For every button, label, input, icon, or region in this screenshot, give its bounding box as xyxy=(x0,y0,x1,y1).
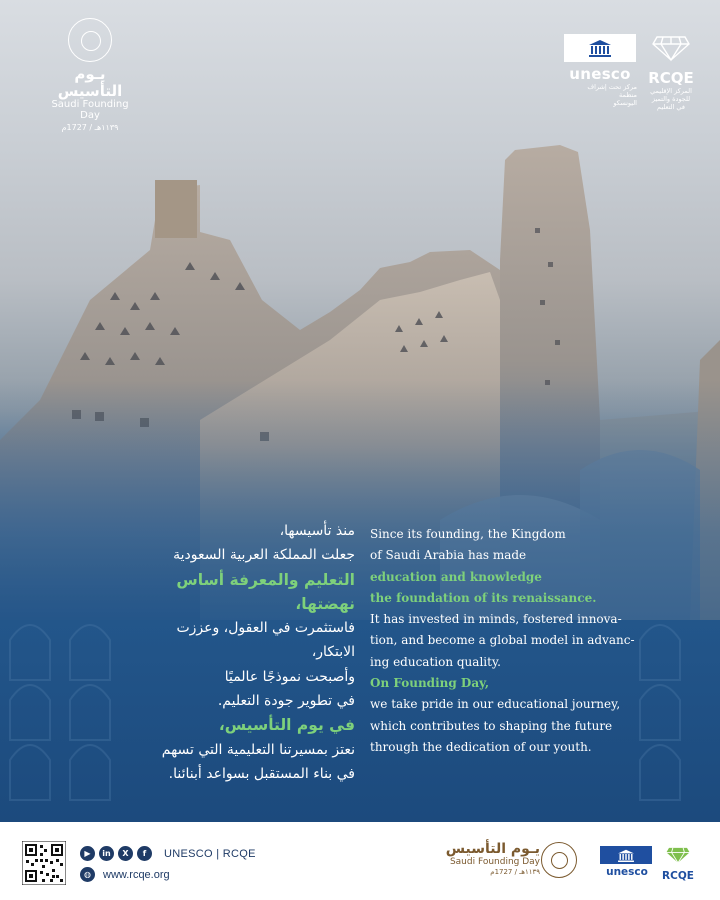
arabic-line-2: جعلت المملكة العربية السعودية xyxy=(173,547,355,564)
unesco-temple-icon xyxy=(564,34,636,62)
website-row xyxy=(80,867,170,882)
founding-day-date-bottom: ١١٣٩هـ / 1727م xyxy=(490,868,540,877)
arabic-line-1: منذ تأسيسها، xyxy=(279,523,355,539)
founding-day-english: Saudi Founding Day xyxy=(51,99,129,121)
rcqe-name: RCQE xyxy=(648,69,694,87)
rcqe-subtitle-2: للجودة والتميز xyxy=(651,95,691,104)
social-row xyxy=(80,846,256,861)
unesco-subtitle-2: منظمة xyxy=(618,91,637,100)
unesco-logo-top xyxy=(563,34,637,107)
unesco-temple-bottom-icon xyxy=(600,846,652,864)
facebook-icon[interactable]: f xyxy=(137,846,152,861)
english-highlight-2: the foundation of its renaissance. xyxy=(370,590,597,605)
founding-day-english-bottom: Saudi Founding Day xyxy=(449,857,540,868)
arabic-message xyxy=(130,519,355,786)
english-line-5: It has invested in minds, fostered innova- xyxy=(370,612,622,627)
english-line-9: we take pride in our educational journey, xyxy=(370,697,621,712)
linkedin-icon[interactable]: in xyxy=(99,846,114,861)
rcqe-logo-bottom xyxy=(660,846,696,882)
english-highlight-1: education and knowledge xyxy=(370,569,542,584)
founding-day-date: ١١٣٩هـ / 1727م xyxy=(61,123,119,132)
qr-code-icon[interactable] xyxy=(22,841,66,885)
globe-icon: ◍ xyxy=(80,867,95,882)
unesco-name-bottom: unesco xyxy=(606,866,648,878)
arabic-line-9: في بناء المستقبل بسواعد أبنائنا. xyxy=(168,765,355,782)
english-highlight-3: On Founding Day, xyxy=(370,676,490,691)
founding-emblem-icon xyxy=(68,18,112,62)
youtube-icon[interactable]: ▶ xyxy=(80,846,95,861)
arabic-line-5: وأصبحت نموذجًا عالميًا xyxy=(224,668,355,685)
x-icon[interactable]: X xyxy=(118,846,133,861)
social-handles: UNESCO | RCQE xyxy=(164,847,256,860)
arabic-highlight-1: التعليم والمعرفة أساس نهضتها، xyxy=(176,570,355,613)
founding-day-logo-top xyxy=(40,18,140,132)
rcqe-logo-top xyxy=(646,34,696,111)
english-line-1: Since its founding, the Kingdom xyxy=(370,527,566,541)
english-line-6: tion, and become a global model in advanc- xyxy=(370,633,635,648)
english-line-2: of Saudi Arabia has made xyxy=(370,548,527,563)
unesco-logo-bottom xyxy=(600,846,654,878)
unesco-subtitle-1: مركز تحت إشراف xyxy=(587,83,637,91)
english-message xyxy=(370,524,640,758)
arabic-line-6: في تطوير جودة التعليم. xyxy=(217,693,355,710)
unesco-subtitle-3: اليونسكو xyxy=(613,99,637,108)
rcqe-name-bottom: RCQE xyxy=(662,870,694,882)
arabic-line-4: فاستثمرت في العقول، وعززت الابتكار، xyxy=(176,620,355,661)
rcqe-diamond-icon xyxy=(651,34,691,62)
founding-day-logo-bottom xyxy=(440,842,540,876)
rcqe-subtitle-3: في التعليم xyxy=(657,103,685,112)
english-line-11: through the dedication of our youth. xyxy=(370,739,592,754)
founding-day-arabic-bottom: يـوم التأسيس xyxy=(445,841,540,857)
founding-day-arabic: يـوم التأسيس xyxy=(57,65,123,100)
english-line-7: ing education quality. xyxy=(370,654,501,669)
arabic-line-8: نعتز بمسيرتنا التعليمية التي تسهم xyxy=(161,741,355,758)
english-line-10: which contributes to shaping the future xyxy=(370,718,613,733)
rcqe-diamond-bottom-icon xyxy=(665,846,691,864)
arabic-highlight-2: في يوم التأسيس، xyxy=(218,716,355,735)
rcqe-subtitle-1: المركز الإقليمي xyxy=(650,87,692,95)
unesco-name: unesco xyxy=(569,65,631,83)
founding-emblem-bottom-icon xyxy=(541,842,577,878)
footer xyxy=(0,822,720,900)
website-link[interactable]: www.rcqe.org xyxy=(103,868,170,881)
